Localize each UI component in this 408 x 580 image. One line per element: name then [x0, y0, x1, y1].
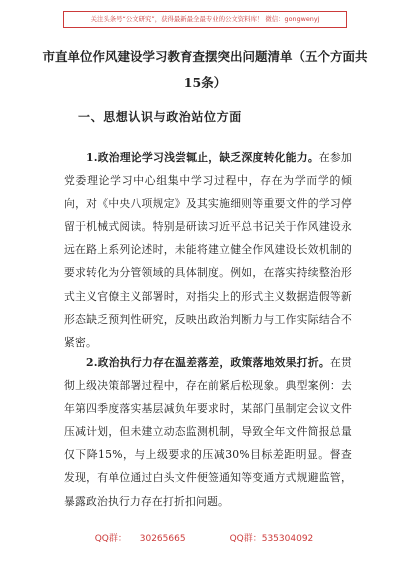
footer-contact — [0, 531, 408, 544]
item-2-body: 在贯彻上级决策部署过程中，存在前紧后松现象。典型案例：去年第四季度落实基层减负年要求时，某部门虽制定会议文件压减计划，但未建立动态监测机制，导致全年文件简报总量仅下降15%，与上级要求的压减30%目标差距明显。督查发现，有单位通过白头文件便签通知等变通方式规避监管，暴露政治执行力存在打折扣问题。 — [64, 356, 352, 508]
header-banner: 关注头条号“公文研究”，获得最新最全最专业的公文资料库！ 微信：gongwenyj — [63, 11, 347, 28]
footer-qq-group-1: QQ群： 30265665 — [94, 534, 186, 544]
document-title: 市直单位作风建设学习教育查摆突出问题清单（五个方面共15条） — [42, 49, 368, 90]
section-heading: 一、思想认识与政治站位方面 — [78, 110, 242, 124]
item-2-paragraph — [64, 351, 352, 513]
item-2-lead: 2.政治执行力存在温差落差，政策落地效果打折。 — [86, 356, 330, 369]
footer-qq-group-2: QQ群：535304092 — [229, 534, 314, 544]
item-1-paragraph — [64, 146, 352, 354]
item-1-body: 在参加党委理论学习中心组集中学习过程中，存在为学而学的倾向，对《中央八项规定》及其实施细则等重要文件的学习停留于机械式阅读。特别是研读习近平总书记关于作风建设永远在路上系列论述时，未能将建立健全作风建设长效机制的要求转化为分管领域的具体制度。例如，在落实持续整治形式主义官僚主义部署时，对指尖上的形式主义数据造假等新形态缺乏预判性研究，反映出政治判断力与工作实际结合不紧密。 — [64, 151, 353, 349]
item-1-lead: 1.政治理论学习浅尝辄止，缺乏深度转化能力。 — [86, 151, 319, 164]
